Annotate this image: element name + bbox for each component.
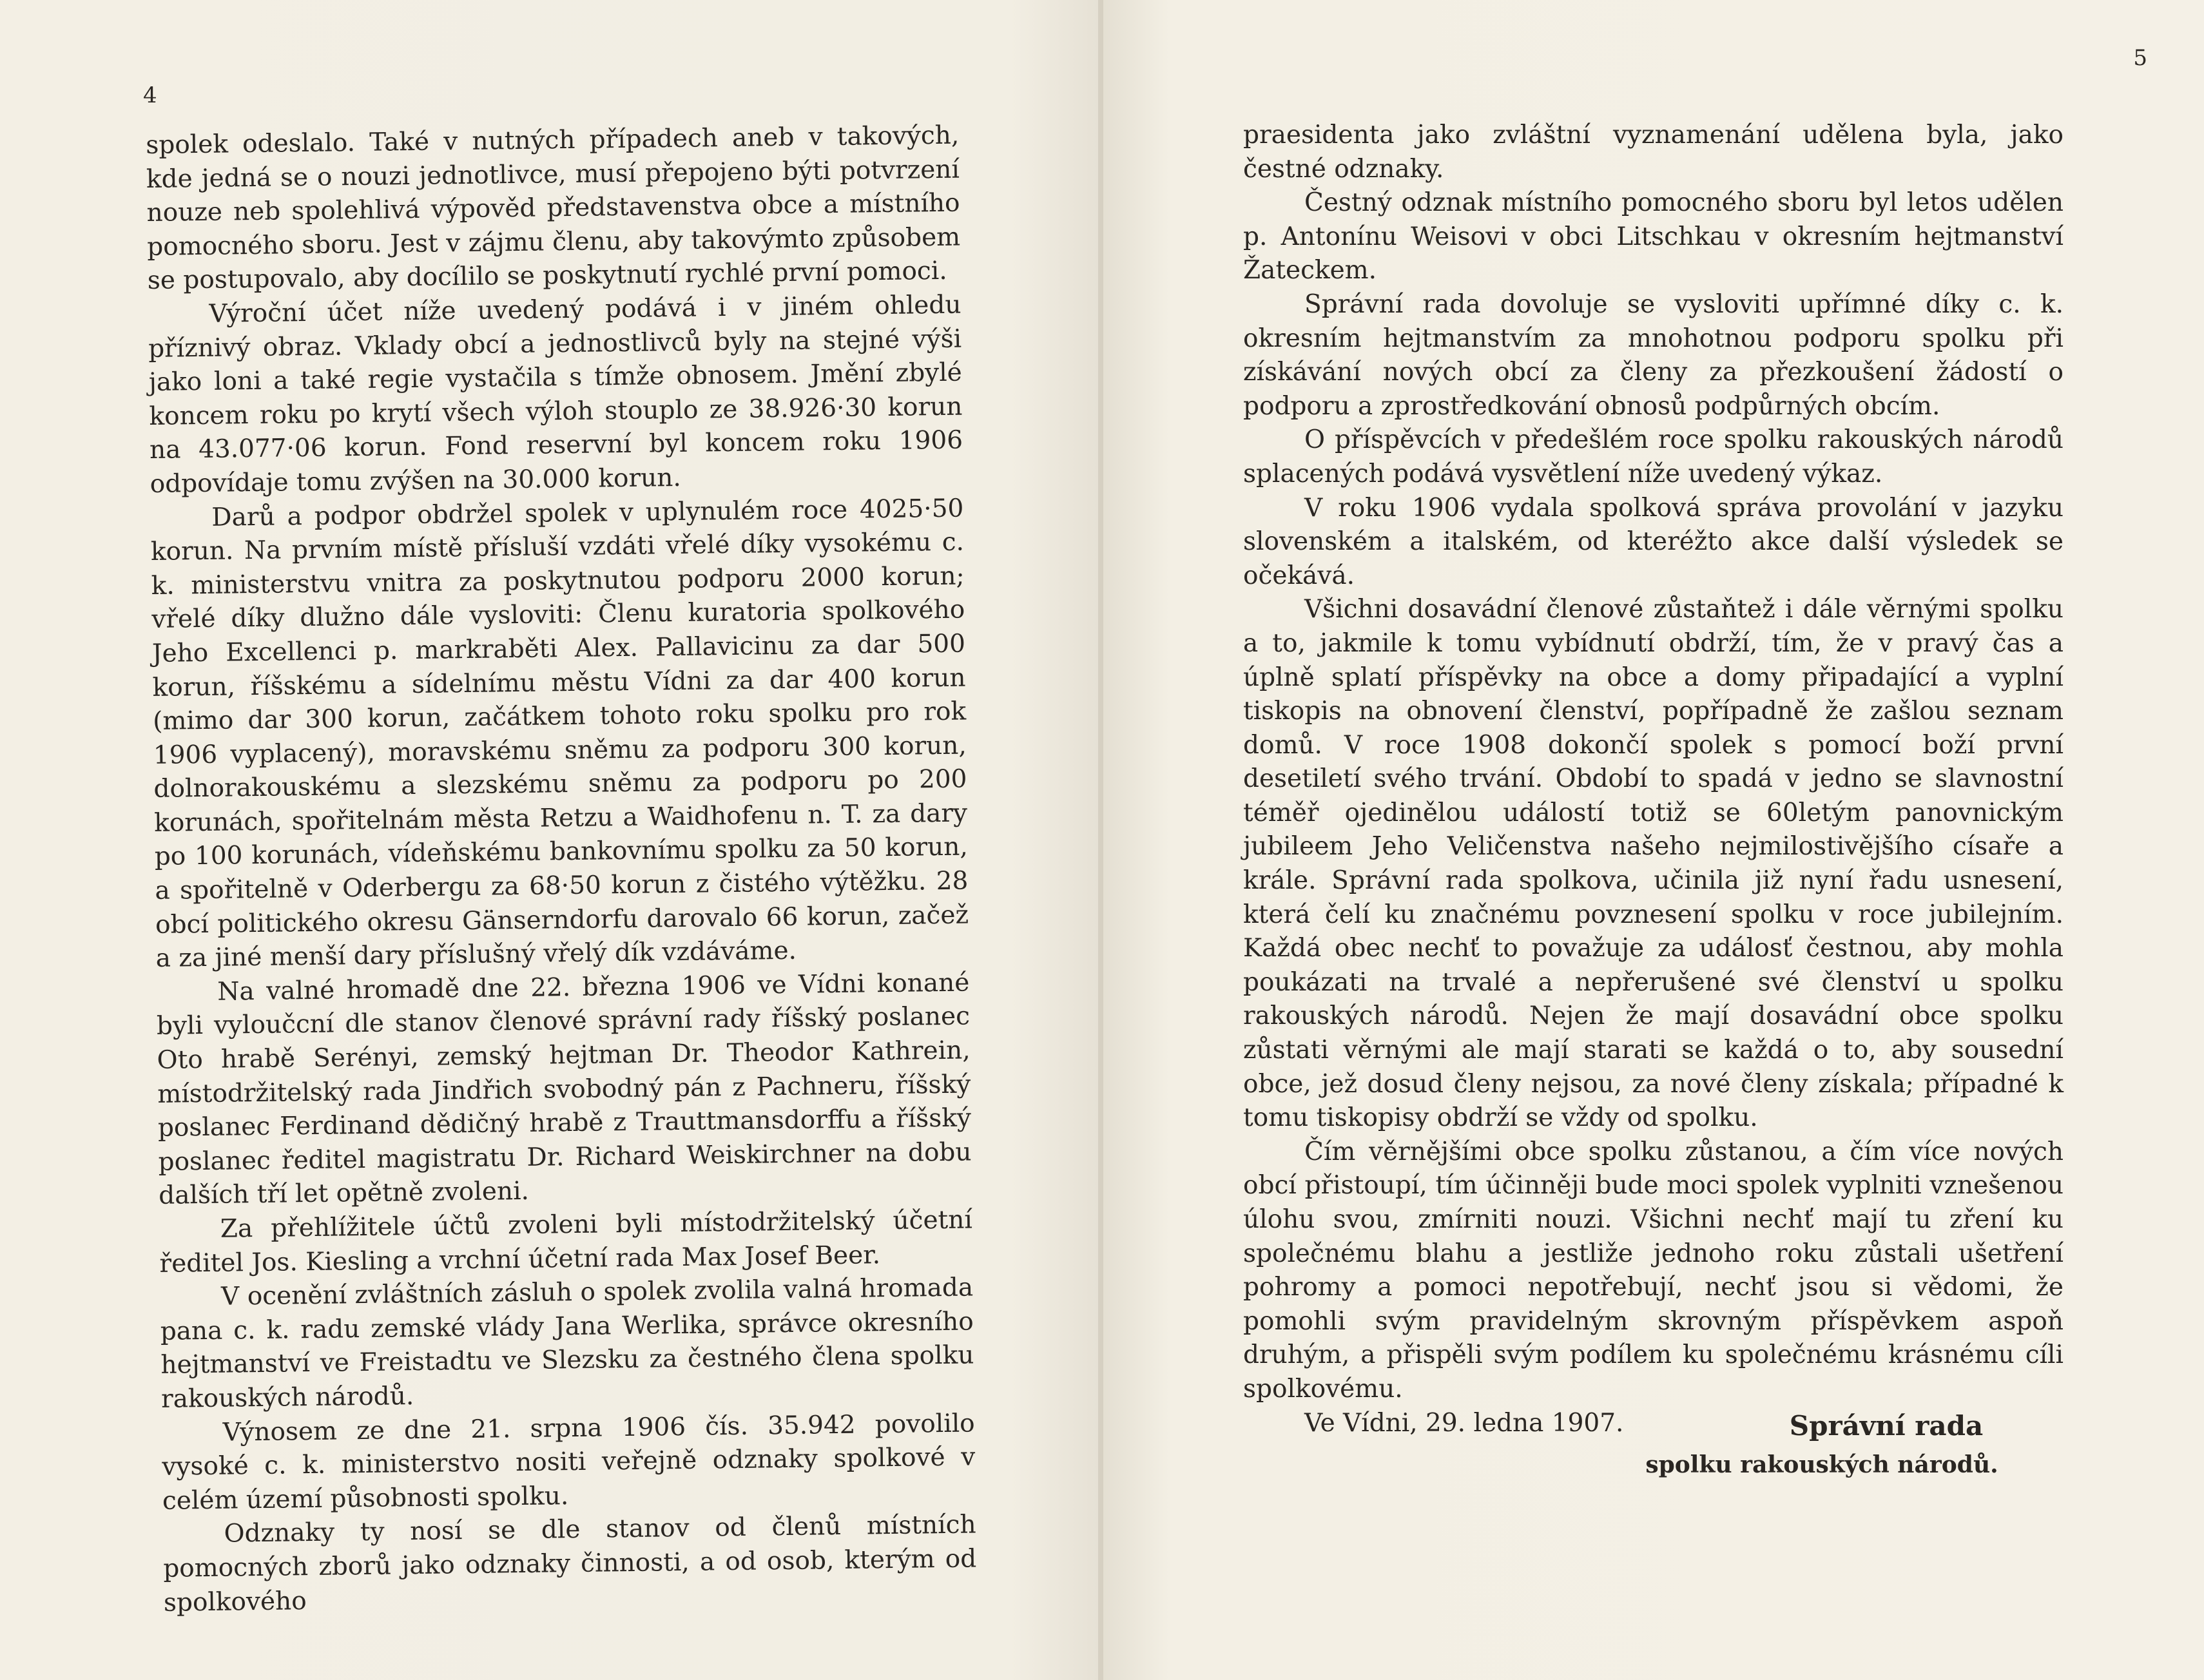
paragraph: Odznaky ty nosí se dle stanov od členů místních pomocných zborů jako odznaky činnosti, a od osob, kterým od spolkového [163,1510,977,1617]
signature-title: Správní rada [1789,1410,1984,1442]
right-page [1103,0,2204,1680]
paragraph: Výroční účet níže uvedený podává i v jiném ohledu příznivý obraz. Vklady obcí a jednostlivců byly na stejné výši jako loni a také regie vystačila s tímže obnosem. Jmění zbylé koncem roku po krytí všech výloh stouplo ze 38.926·30 korun na 43.077·06 korun. Fond reservní byl koncem roku 1906 odpovídaje tomu zvýšen na 30.000 korun. [148,290,963,499]
paragraph: O příspěvcích v předešlém roce spolku rakouských národů splacených podává vysvětlení níže uvedený výkaz. [1243,425,2064,488]
paragraph: Čestný odznak místního pomocného sboru byl letos udělen p. Antonínu Weisovi v obci Litschkau v okresním hejtmanství Žateckem. [1243,188,2064,285]
paragraph: V ocenění zvláštních zásluh o spolek zvolila valná hromada pana c. k. radu zemské vlády Jana Werlika, správce okresního hejtmanství ve Freistadtu ve Slezsku za čestného člena spolku rakouských národů. [160,1273,974,1414]
paragraph: Správní rada dovoluje se vysloviti upřímné díky c. k. okresním hejtmanstvím za mnohotnou podporu spolku při získávání nových obcí za členy za přezkoušení žádostí o podporu a zprostředkování obnosů podpůrných obcím. [1243,289,2064,421]
paragraph: Na valné hromadě dne 22. března 1906 ve Vídni konané byli vyloučcní dle stanov členové správní rady říšský poslanec Oto hrabě Serényi, zemský hejtman Dr. Theodor Kathrein, místodržitelský rada Jindřich svobodný pán z Pachneru, říšský poslanec Ferdinand dědičný hrabě z Trauttmansdorffu a říšský poslanec ředitel magistratu Dr. Richard Weiskirchner na dobu dalších tří let opětně zvoleni. [156,968,972,1211]
paragraph: Všichni dosavádní členové zůstaňtež i dále věrnými spolku a to, jakmile k tomu vybídnutí obdrží, tím, že v pravý čas a úplně splatí příspěvky na obce a domy připadající a vyplní tiskopis na obnovení členství, popřípadně že zašlou seznam domů. V roce 1908 dokončí spolek s pomocí boží první desetiletí svého trvání. Období to spadá v jedno se slavnostní téměř ojedinělou událostí totiž se 60letým panovnickým jubileem Jeho Veličenstva našeho nejmilostivějšího císaře a krále. Správní rada spolkova, učinila již nyní řadu usnesení, která čelí ku značnému povznesení spolku v roce jubilejním. Každá obec nechť to považuje za událosť čestnou, aby mohla poukázati na trvalé a nepřerušené své členství u spolku rakouských národů. Nejen že mají dosavádní obce spolku zůstati věrnými ale mají starati se každá o to, aby sousední obce, jež dosud členy nejsou, za nové členy získala; případné k tomu tiskopisy obdrží se vždy od spolku. [1243,595,2064,1133]
paragraph: Výnosem ze dne 21. srpna 1906 čís. 35.942 povolilo vysoké c. k. ministerstvo nositi veřejně odznaky spolkové v celém území působnosti spolku. [162,1408,976,1516]
paragraph: Darů a podpor obdržel spolek v uplynulém roce 4025·50 korun. Na prvním místě přísluší vzdáti vřelé díky vysokému c. k. ministerstvu vnitra za poskytnutou podporu 2000 korun; vřelé díky dlužno dále vysloviti: Členu kuratoria spolkového Jeho Excellenci p. markraběti Alex. Pallavicinu za dar 500 korun, říšskému a sídelnímu městu Vídni za dar 400 korun (mimo dar 300 korun, začátkem tohoto roku spolku pro rok 1906 vyplacený), moravskému sněmu za podporu 300 korun, dolnorakouskému a slezskému sněmu za podporu po 200 korunách, spořitelnám města Retzu a Waidhofenu n. T. za dary po 100 korunách, vídeňskému bankovnímu spolku za 50 korun, a spořitelně v Oderbergu za 68·50 korun z čistého výtěžku. 28 obcí politického okresu Gänserndorfu darovalo 66 korun, začež a za jiné menší dary příslušný vřelý dík vzdáváme. [150,494,969,974]
left-page [0,0,1098,1680]
right-page-text [1243,119,2064,1440]
page-number-left: 4 [143,82,157,108]
paragraph: spolek odeslalo. Také v nutných případech aneb v takových, kde jedná se o nouzi jednotlivce, musí přepojeno býti potvrzení nouze neb spolehlivá výpověd představenstva obce a místního pomocného sboru. Jest v zájmu členu, aby takovýmto způsobem se postupovalo, aby docílilo se poskytnutí rychlé první pomoci. [146,121,961,296]
left-page-text [146,119,977,1620]
paragraph: V roku 1906 vydala spolková správa provolání v jazyku slovenském a italském, od kteréžto akce další výsledek se očekává. [1243,493,2064,590]
signature-subtitle: spolku rakouských národů. [1645,1451,1998,1478]
paragraph: praesidenta jako zvláštní vyznamenání udělena byla, jako čestné odznaky. [1243,121,2064,184]
paragraph: Za přehlížitele účtů zvoleni byli místodržitelský účetní ředitel Jos. Kiesling a vrchní účetní rada Max Josef Beer. [159,1205,973,1279]
date-line: Ve Vídni, 29. ledna 1907. [1304,1408,1624,1438]
page-number-right: 5 [2133,45,2147,71]
paragraph: Čím věrnějšími obce spolku zůstanou, a čím více nových obcí přistoupí, tím účinněji bude moci spolek vyplniti vznešenou úlohu svou, zmírniti nouzi. Všichni nechť mají tu zření ku společnému blahu a jestliže jednoho roku zůstali ušetření pohromy a pomoci nepotřebují, nechť jsou si vědomi, že pomohli svým pravidelným skrovným příspěvkem aspoň druhým, a přispěli svým podílem ku společnému krásnému cíli spolkovému. [1243,1137,2064,1404]
